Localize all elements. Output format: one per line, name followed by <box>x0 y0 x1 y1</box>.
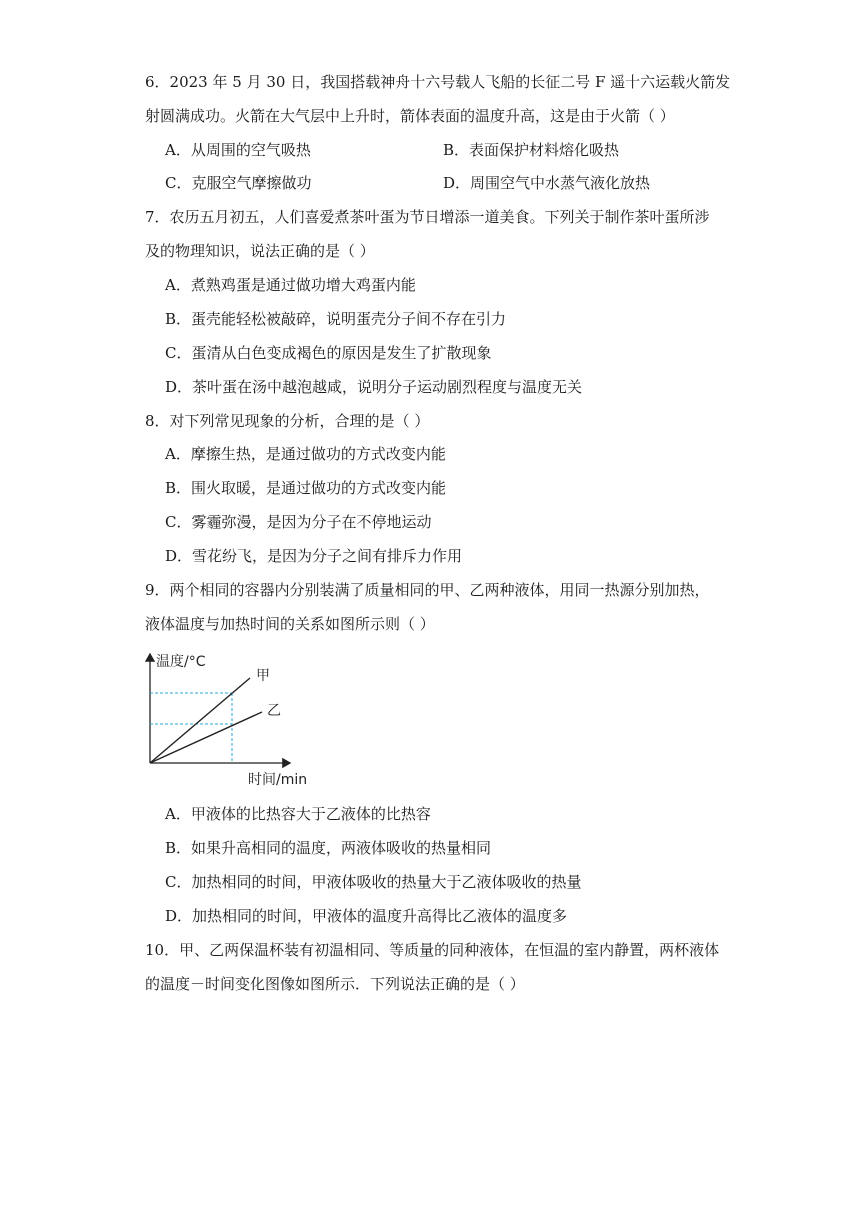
question-6-option-b: B．表面保护材料熔化吸热 <box>443 141 620 159</box>
question-8-option-b: B．围火取暖，是通过做功的方式改变内能 <box>165 479 447 497</box>
y-axis-label: 温度/°C <box>156 654 206 670</box>
question-8-option-a: A．摩擦生热，是通过做功的方式改变内能 <box>165 445 446 463</box>
question-9-option-c: C．加热相同的时间，甲液体吸收的热量大于乙液体吸收的热量 <box>165 873 582 891</box>
question-7-option-c: C．蛋清从白色变成褐色的原因是发生了扩散现象 <box>165 344 492 362</box>
question-7-line-1: 7．农历五月初五，人们喜爱煮茶叶蛋为节日增添一道美食。下列关于制作茶叶蛋所涉 <box>145 208 710 226</box>
question-8-option-d: D．雪花纷飞，是因为分子之间有排斥力作用 <box>165 547 463 565</box>
question-6-option-c: C．克服空气摩擦做功 <box>165 174 312 192</box>
question-6-option-a: A．从周围的空气吸热 <box>165 141 311 159</box>
question-7-option-b: B．蛋壳能轻松被敲碎，说明蛋壳分子间不存在引力 <box>165 310 507 328</box>
question-6-line-1: 6．2023 年 5 月 30 日，我国搭载神舟十六号载人飞船的长征二号 F 遥十六运载火箭发 <box>145 73 731 91</box>
question-9-option-d: D．加热相同的时间，甲液体的温度升高得比乙液体的温度多 <box>165 907 568 925</box>
question-6-option-d: D．周围空气中水蒸气液化放热 <box>443 174 651 192</box>
line-yi-label: 乙 <box>267 703 281 719</box>
question-7-line-2: 及的物理知识，说法正确的是（ ） <box>145 242 375 260</box>
temperature-time-graph <box>140 648 340 788</box>
line-jia-label: 甲 <box>256 668 270 684</box>
x-axis-label: 时间/min <box>248 772 308 788</box>
question-9-line-1: 9．两个相同的容器内分别装满了质量相同的甲、乙两种液体，用同一热源分别加热， <box>145 581 710 599</box>
line-yi <box>150 712 262 763</box>
question-7-option-d: D．茶叶蛋在汤中越泡越咸，说明分子运动剧烈程度与温度无关 <box>165 378 583 396</box>
line-jia <box>150 678 250 763</box>
question-8-option-c: C．雾霾弥漫，是因为分子在不停地运动 <box>165 513 432 531</box>
question-10-line-2: 的温度－时间变化图像如图所示．下列说法正确的是（ ） <box>145 975 525 993</box>
question-8-line-1: 8．对下列常见现象的分析，合理的是（ ） <box>145 412 430 430</box>
question-9-option-a: A．甲液体的比热容大于乙液体的比热容 <box>165 805 431 823</box>
question-9-option-b: B．如果升高相同的温度，两液体吸收的热量相同 <box>165 839 492 857</box>
question-6-line-2: 射圆满成功。火箭在大气层中上升时，箭体表面的温度升高，这是由于火箭（ ） <box>145 107 675 125</box>
question-10-line-1: 10．甲、乙两保温杯装有初温相同、等质量的同种液体，在恒温的室内静置，两杯液体 <box>145 941 720 959</box>
question-9-line-2: 液体温度与加热时间的关系如图所示则（ ） <box>145 615 435 633</box>
question-7-option-a: A．煮熟鸡蛋是通过做功增大鸡蛋内能 <box>165 276 416 294</box>
